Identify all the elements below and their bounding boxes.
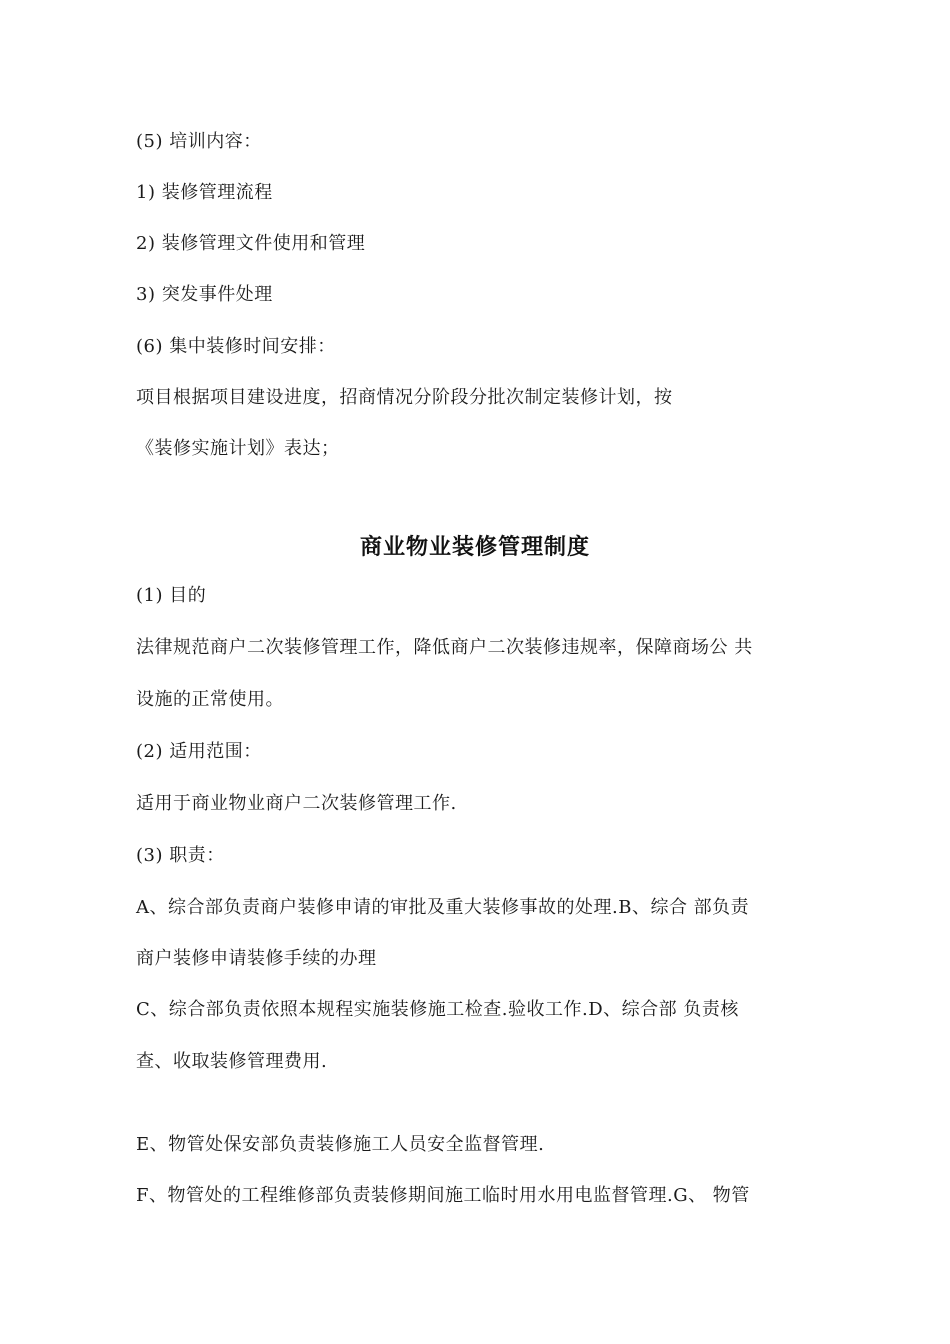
- document-title: 商业物业装修管理制度: [359, 535, 590, 560]
- training-heading: (5) 培训内容：: [136, 131, 262, 152]
- purpose-text-line: 设施的正常使用。: [136, 689, 284, 710]
- schedule-heading: (6) 集中装修时间安排：: [136, 336, 336, 357]
- scope-text: 适用于商业物业商户二次装修管理工作.: [136, 793, 457, 814]
- purpose-text-line: 法律规范商户二次装修管理工作，降低商户二次装修违规率，保障商场公 共: [136, 637, 753, 658]
- duty-text-line: E、物管处保安部负责装修施工人员安全监督管理.: [136, 1134, 545, 1155]
- duty-text-line: C、综合部负责依照本规程实施装修施工检查.验收工作.D、综合部 负责核: [136, 999, 739, 1020]
- training-item: 2) 装修管理文件使用和管理: [136, 233, 366, 254]
- duty-text-line: A、综合部负责商户装修申请的审批及重大装修事故的处理.B、综合 部负责: [136, 897, 750, 918]
- duty-text-line: 商户装修申请装修手续的办理: [136, 948, 377, 969]
- training-item: 1) 装修管理流程: [136, 182, 273, 203]
- schedule-text-line: 《装修实施计划》表达；: [136, 438, 340, 459]
- schedule-text-line: 项目根据项目建设进度，招商情况分阶段分批次制定装修计划，按: [136, 387, 673, 408]
- duty-text-line: F、物管处的工程维修部负责装修期间施工临时用水用电监督管理.G、 物管: [136, 1185, 750, 1206]
- duty-text-line: 查、收取装修管理费用.: [136, 1051, 328, 1072]
- duty-heading: (3) 职责：: [136, 845, 225, 866]
- scope-heading: (2) 适用范围：: [136, 741, 262, 762]
- purpose-heading: (1) 目的: [136, 585, 207, 606]
- training-item: 3) 突发事件处理: [136, 284, 273, 305]
